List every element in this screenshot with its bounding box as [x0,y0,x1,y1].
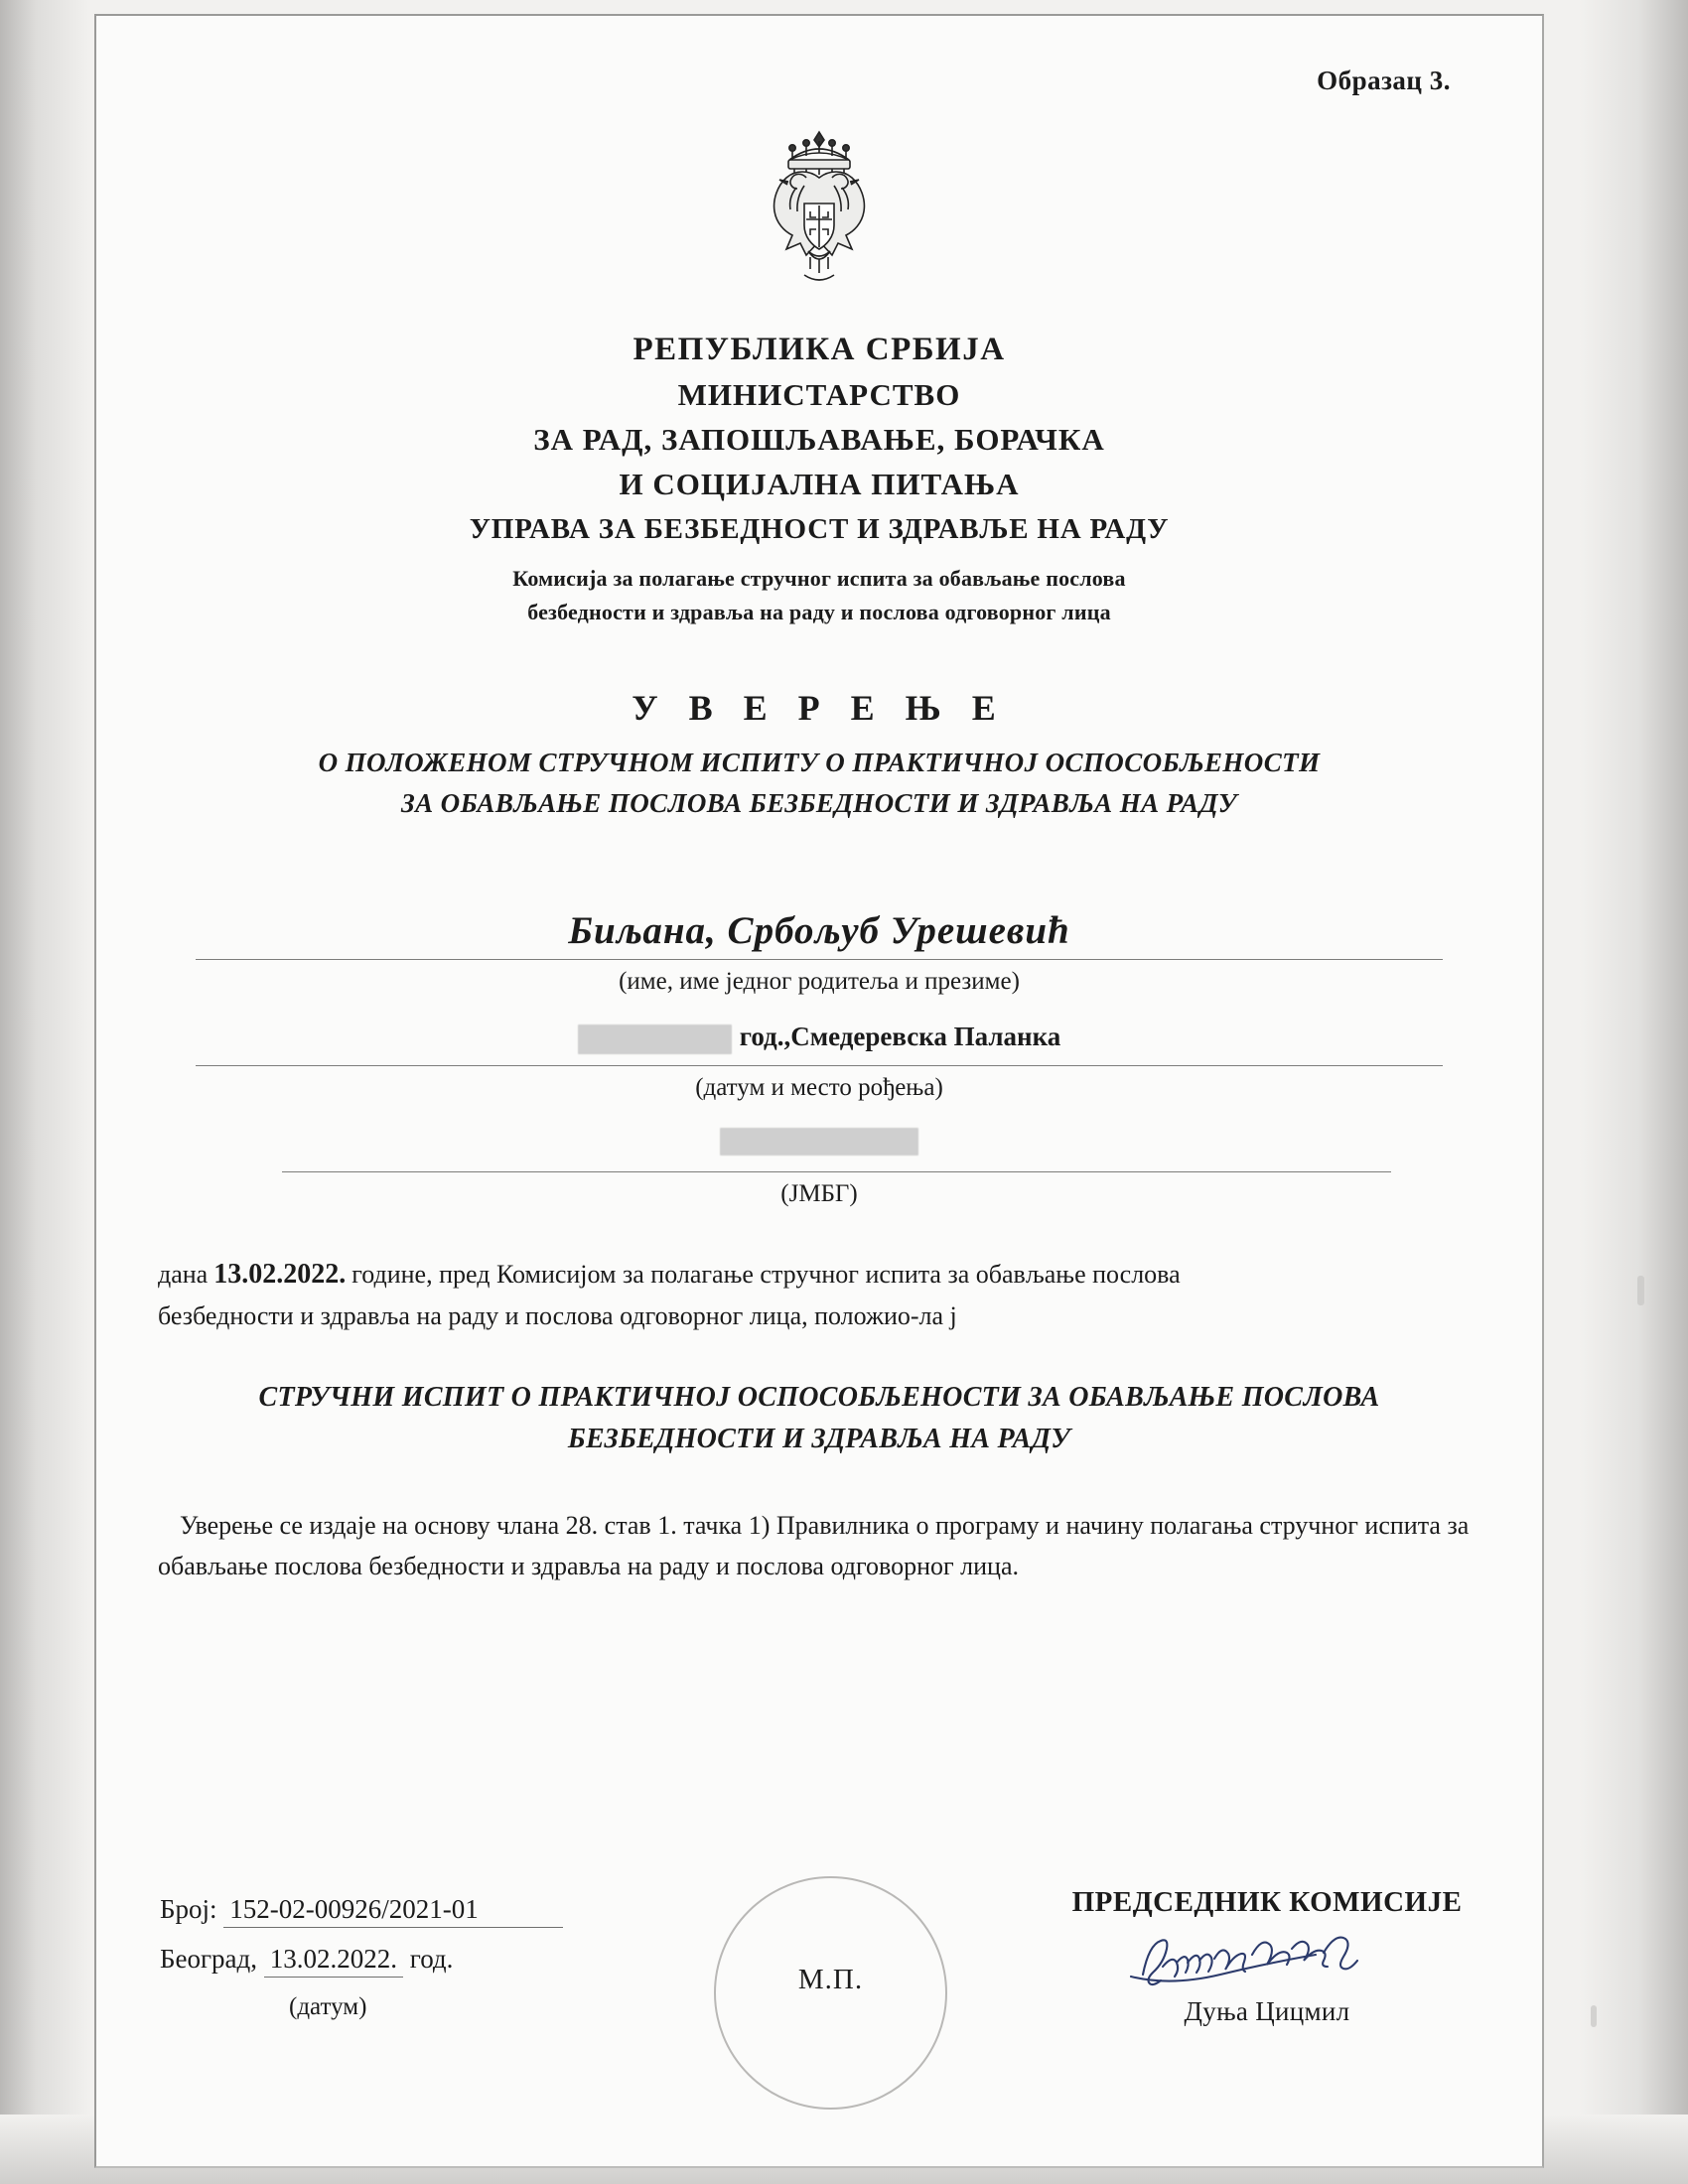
body-paragraph [158,1254,1480,1335]
scan-artifact [1591,2005,1597,2027]
birth-row [158,1022,1480,1059]
heading-directorate: УПРАВА ЗА БЕЗБЕДНОСТ И ЗДРАВЉЕ НА РАДУ [469,513,1170,545]
number-value: 152-02-00926/2021-01 [223,1894,563,1928]
jmbg-caption: (ЈМБГ) [780,1180,858,1208]
birth-place: год.,Смедеревска Паланка [739,1022,1061,1052]
jmbg-row [158,1128,1480,1165]
jmbg-rule [282,1171,1391,1172]
city-label: Београд, [160,1944,258,1974]
birth-caption: (датум и место рођења) [695,1074,943,1102]
heading-ministry: МИНИСТАРСТВО [677,377,961,412]
footer-right-block [1054,1886,1480,2027]
heading-commission-line1: Комисија за полагање стручног испита за обављање послова [512,566,1126,591]
legal-basis-paragraph: Уверење се издаје на основу члана 28. став 1. тачка 1) Правилника о програму и начину полагања стручног испита за обављање послова безбедности и здравља на раду и послова одговорног лица. [158,1511,1470,1580]
signature [1054,1919,1480,1996]
body-prefix: дана [158,1260,209,1290]
heading-commission-line2: безбедности и здравља на раду и послова одговорног лица [527,600,1111,625]
form-number: Образац 3. [1317,66,1451,95]
ministry-heading [158,332,1480,629]
heading-ministry-line3: И СОЦИЈАЛНА ПИТАЊА [619,467,1020,501]
person-name: Биљана, Србољуб Урешевић [568,909,1070,953]
document-subtitle-line2: ЗА ОБАВЉАЊЕ ПОСЛОВА БЕЗБЕДНОСТИ И ЗДРАВЉА НА РАДУ [400,787,1237,818]
birth-rule [196,1065,1443,1066]
serbian-coat-of-arms-icon [745,126,894,315]
handwritten-signature-icon [1103,1919,1431,1996]
number-label: Број: [160,1894,217,1924]
redacted-birth-date [578,1024,732,1054]
name-caption: (име, име једног родитеља и презиме) [619,968,1020,996]
stamp-label: М.П. [797,1964,864,1995]
date-caption: (датум) [289,1993,367,2020]
footer-left-block [160,1894,563,2021]
document-subtitle-line1: О ПОЛОЖЕНОМ СТРУЧНОМ ИСПИТУ О ПРАКТИЧНОЈ ОСПОСОБЉЕНОСТИ [318,748,1321,778]
exam-date: 13.02.2022. [213,1259,347,1291]
president-name: Дуња Цицмил [1184,1996,1350,2026]
city-date-suffix: год. [409,1944,454,1974]
document-footer [158,1866,1480,2095]
footer-number-line [160,1894,563,1928]
exam-title-line1: СТРУЧНИ ИСПИТ О ПРАКТИЧНОЈ ОСПОСОБЉЕНОСТИ ЗА ОБАВЉАЊЕ ПОСЛОВА [258,1382,1380,1414]
coat-of-arms [158,126,1480,320]
name-rule [196,959,1443,960]
city-date: 13.02.2022. [264,1944,403,1978]
redacted-jmbg [720,1128,918,1156]
scan-artifact [1637,1276,1644,1305]
footer-city-line [160,1944,563,1978]
president-label: ПРЕДСЕДНИК КОМИСИЈЕ [1071,1886,1463,1918]
exam-title-line2: БЕЗБЕДНОСТИ И ЗДРАВЉА НА РАДУ [567,1424,1071,1455]
scan-shadow-left [0,0,91,2184]
scan-shadow-right [1579,0,1688,2184]
body-after-date: године, пред Комисијом за полагање стручног испита за обављање послова [352,1260,1181,1290]
certificate-sheet [94,14,1544,2168]
exam-title [158,1377,1480,1460]
stamp-placeholder [714,1876,947,2110]
heading-republic: РЕПУБЛИКА СРБИЈА [633,332,1006,367]
heading-ministry-line2: ЗА РАД, ЗАПОШЉАВАЊЕ, БОРАЧКА [533,422,1105,457]
document-title: У В Е Р Е Њ Е [632,688,1007,729]
body-line2: безбедности и здравља на раду и послова одговорног лица, положио-ла ј [158,1300,957,1330]
